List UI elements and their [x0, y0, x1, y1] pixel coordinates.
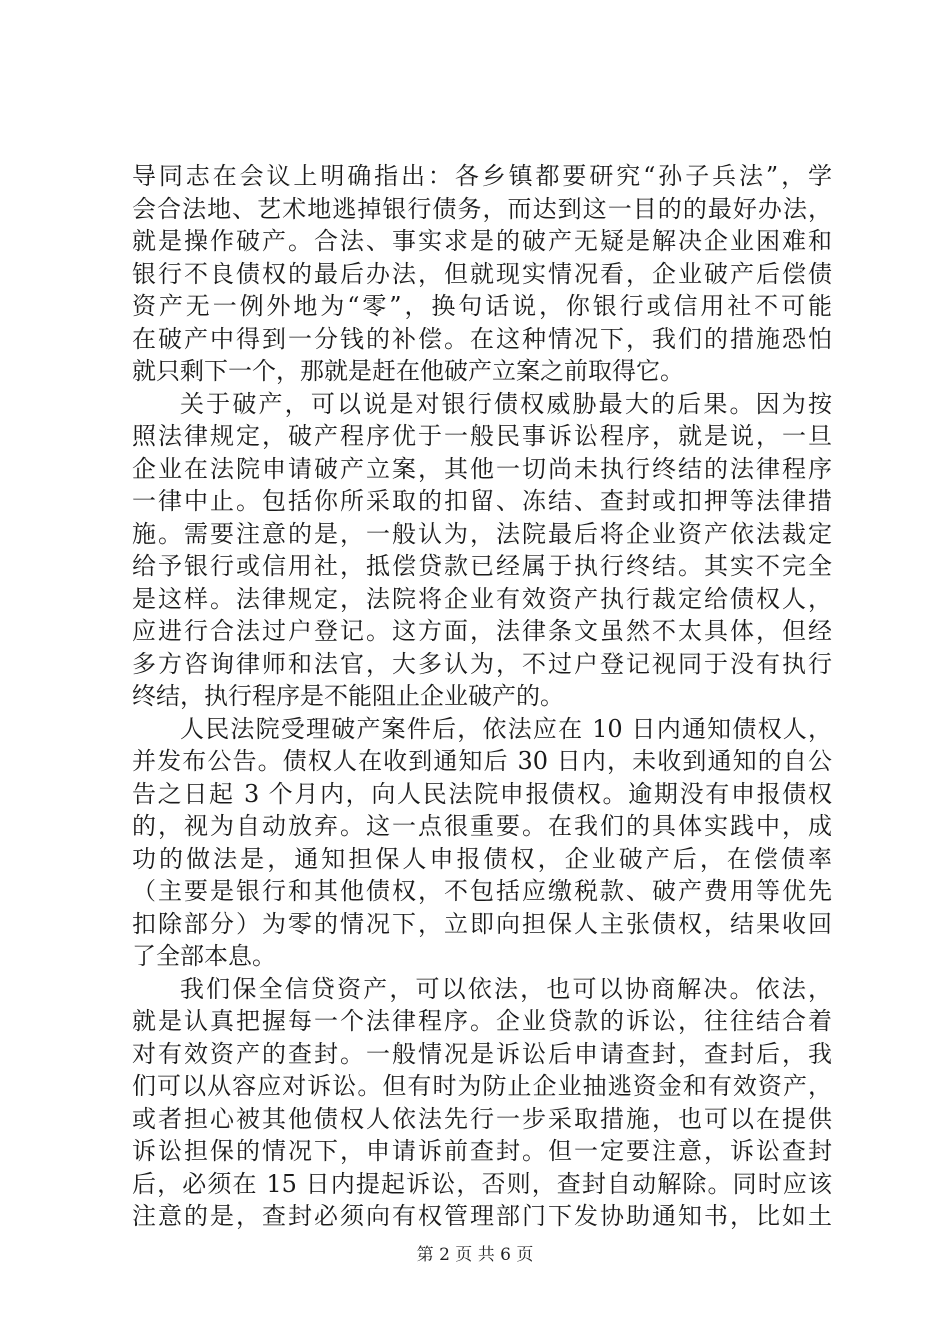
text-line: 或者担心被其他债权人依法先行一步采取措施，也可以在提供 — [132, 1104, 832, 1133]
page-number-footer: 第 2 页 共 6 页 — [416, 1245, 534, 1265]
text-line: 关于破产，可以说是对银行债权威胁最大的后果。因为按 — [180, 389, 832, 418]
text-line: 诉讼担保的情况下，申请诉前查封。但一定要注意，诉讼查封 — [132, 1137, 832, 1165]
text-line: 会合法地、艺术地逃掉银行债务，而达到这一目的的最好办法， — [132, 194, 832, 223]
text-line: 们可以从容应对诉讼。但有时为防止企业抽逃资金和有效资产， — [132, 1072, 832, 1100]
text-line: （主要是银行和其他债权，不包括应缴税款、破产费用等优先 — [132, 877, 832, 905]
text-line: 告之日起 3 个月内，向人民法院申报债权。逾期没有申报债权 — [132, 779, 832, 808]
text-line: 就是操作破产。合法、事实求是的破产无疑是解决企业困难和 — [132, 227, 832, 255]
text-line: 并发布公告。债权人在收到通知后 30 日内，未收到通知的自公 — [132, 747, 832, 775]
text-line: 了全部本息。 — [132, 942, 276, 970]
body-text — [132, 160, 832, 1233]
text-line: 人民法院受理破产案件后，依法应在 10 日内通知债权人， — [180, 714, 832, 743]
text-line: 多方咨询律师和法官，大多认为，不过户登记视同于没有执行 — [132, 649, 832, 678]
text-line: 功的做法是，通知担保人申报债权，企业破产后，在偿债率 — [132, 844, 832, 873]
text-line: 在破产中得到一分钱的补偿。在这种情况下，我们的措施恐怕 — [132, 324, 832, 353]
text-line: 应进行合法过户登记。这方面，法律条文虽然不太具体，但经 — [132, 617, 832, 645]
text-line: 企业在法院申请破产立案，其他一切尚未执行终结的法律程序 — [132, 454, 832, 483]
text-line: 照法律规定，破产程序优于一般民事诉讼程序，就是说，一旦 — [132, 422, 832, 450]
text-line: 一律中止。包括你所采取的扣留、冻结、查封或扣押等法律措 — [132, 487, 832, 515]
text-line: 给予银行或信用社，抵偿贷款已经属于执行终结。其实不完全 — [132, 552, 832, 580]
text-line: 的，视为自动放弃。这一点很重要。在我们的具体实践中，成 — [132, 812, 832, 840]
text-line: 就是认真把握每一个法律程序。企业贷款的诉讼，往往结合着 — [132, 1007, 832, 1035]
text-line: 施。需要注意的是，一般认为，法院最后将企业资产依法裁定 — [132, 519, 832, 548]
text-line: 资产无一例外地为“零”，换句话说，你银行或信用社不可能 — [132, 292, 832, 320]
text-line: 对有效资产的查封。一般情况是诉讼后申请查封，查封后，我 — [132, 1039, 832, 1068]
text-line: 导同志在会议上明确指出：各乡镇都要研究“孙子兵法”，学 — [132, 162, 832, 190]
text-line: 终结，执行程序是不能阻止企业破产的。 — [132, 682, 564, 710]
text-line: 注意的是，查封必须向有权管理部门下发协助通知书，比如土 — [132, 1202, 832, 1230]
text-line: 我们保全信贷资产，可以依法，也可以协商解决。依法， — [180, 974, 832, 1003]
text-line: 银行不良债权的最后办法，但就现实情况看，企业破产后偿债 — [132, 259, 832, 288]
text-line: 是这样。法律规定，法院将企业有效资产执行裁定给债权人， — [132, 584, 832, 613]
text-line: 就只剩下一个，那就是赶在他破产立案之前取得它。 — [132, 357, 684, 385]
text-line: 扣除部分）为零的情况下，立即向担保人主张债权，结果收回 — [132, 909, 832, 938]
text-line: 后，必须在 15 日内提起诉讼，否则，查封自动解除。同时应该 — [132, 1169, 832, 1198]
